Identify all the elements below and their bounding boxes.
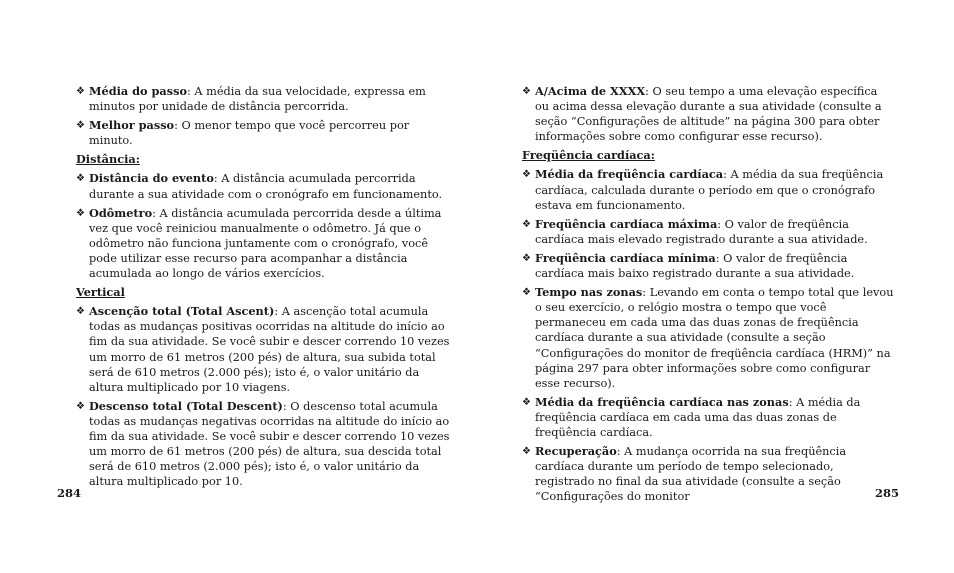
bullet-term: Média da freqüência cardíaca — [535, 167, 724, 182]
bullet-description: : O menor tempo que você percorreu por minuto. — [89, 119, 410, 148]
bullet-description: : A média da sua velocidade, expressa em minutos por unidade de distância percorrida. — [89, 85, 426, 114]
bullet-term: Freqüência cardíaca máxima — [535, 216, 718, 231]
section-heading: Freqüência cardíaca: — [522, 148, 655, 163]
bullet-item — [522, 217, 894, 247]
left-page-body — [76, 84, 454, 493]
bullet-term: Recuperação — [535, 444, 617, 459]
bullet-description: : O seu tempo a uma elevação específica ou acima dessa elevação durante a sua atividade (consulte a seção “Configurações de altitude” na página 300 para obter informações sobre como configurar esse recurso). — [535, 85, 882, 144]
bullet-icon: ❖ — [522, 86, 531, 97]
bullet-icon: ❖ — [522, 396, 531, 408]
bullet-item — [76, 206, 454, 281]
bullet-description: : A mudança ocorrida na sua freqüência cardíaca durante um período de tempo selecionado, registrado no final da sua atividade (consulte a seção “Configurações do monitor — [535, 445, 847, 504]
bullet-item — [76, 84, 454, 114]
bullet-term: Média da freqüência cardíaca nas zonas — [535, 394, 789, 409]
bullet-description: : Levando em conta o tempo total que levou o seu exercício, o relógio mostra o tempo que você permaneceu em cada uma das duas zonas de freqüência cardíaca durante a sua atividade (consulte a seção “Configurações do monitor de freqüência cardíaca (HRM)” na página 297 para obter informações sobre como configurar esse recurso). — [535, 286, 894, 390]
bullet-icon: ❖ — [522, 218, 531, 230]
bullet-term: Freqüência cardíaca mínima — [535, 250, 716, 265]
bullet-item — [522, 285, 894, 391]
left-page-number: 284 — [57, 486, 82, 500]
bullet-item — [76, 171, 454, 201]
bullet-item — [522, 84, 894, 144]
bullet-icon: ❖ — [76, 173, 85, 185]
bullet-description: : A distância acumulada percorrida durante a sua atividade com o cronógrafo em funcionamento. — [89, 172, 443, 201]
bullet-description: : O valor de freqüência cardíaca mais baixo registrado durante a sua atividade. — [535, 251, 855, 281]
bullet-icon: ❖ — [76, 207, 85, 219]
bullet-icon: ❖ — [76, 120, 85, 132]
bullet-item — [76, 399, 454, 490]
bullet-description: : O valor de freqüência cardíaca mais elevado registrado durante a sua atividade. — [535, 217, 868, 246]
bullet-item — [522, 444, 894, 504]
bullet-icon: ❖ — [522, 252, 531, 264]
bullet-description: : A ascenção total acumula todas as mudanças positivas ocorridas na altitude do início ao fim da sua atividade. Se você subir e descer correndo 10 vezes um morro de 61 metros (200 pés) de altura, sua subida total será de 610 metros (2.000 pés); isto é, o valor unitário da altura multiplicado por 10 viagens. — [89, 305, 450, 394]
right-page-number: 285 — [875, 486, 900, 500]
bullet-item — [76, 118, 454, 148]
bullet-term: Ascenção total (Total Ascent) — [89, 304, 275, 319]
bullet-description: : O descenso total acumula todas as mudanças negativas ocorridas na altitude do início ao fim da sua atividade. Se você subir e descer correndo 10 vezes um morro de 61 metros (200 pés) de altura, sua descida total será de 610 metros (2.000 pés); isto é, o valor unitário da altura multiplicado por 10. — [89, 399, 450, 489]
bullet-icon: ❖ — [76, 400, 85, 412]
bullet-term: Melhor passo — [89, 118, 175, 133]
bullet-item — [522, 251, 894, 281]
bullet-item — [522, 395, 894, 440]
right-page-body — [522, 84, 894, 508]
bullet-term: A/Acima de XXXX — [535, 84, 646, 98]
bullet-item — [76, 304, 454, 395]
bullet-description: : A média da freqüência cardíaca em cada uma das duas zonas de freqüência cardíaca. — [535, 395, 861, 439]
bullet-icon: ❖ — [76, 86, 85, 97]
bullet-icon: ❖ — [522, 169, 531, 181]
bullet-description: : A média da sua freqüência cardíaca, calculada durante o período em que o cronógrafo estava em funcionamento. — [535, 168, 884, 212]
bullet-term: Tempo nas zonas — [535, 285, 643, 300]
bullet-icon: ❖ — [522, 287, 531, 299]
bullet-term: Distância do evento — [89, 171, 214, 186]
section-heading: Distância: — [76, 152, 140, 167]
bullet-description: : A distância acumulada percorrida desde a última vez que você reiniciou manualmente o odômetro. Já que o odômetro não funciona juntamente com o cronógrafo, você pode utilizar esse recurso para acompanhar a distância acumulada ao longo de vários exercícios. — [89, 206, 442, 281]
bullet-item — [522, 167, 894, 212]
bullet-term: Descenso total (Total Descent) — [89, 398, 283, 413]
bullet-icon: ❖ — [76, 306, 85, 318]
section-heading: Vertical — [76, 285, 125, 300]
bullet-term: Média do passo — [89, 84, 187, 98]
bullet-icon: ❖ — [522, 446, 531, 458]
bullet-term: Odômetro — [89, 205, 153, 220]
